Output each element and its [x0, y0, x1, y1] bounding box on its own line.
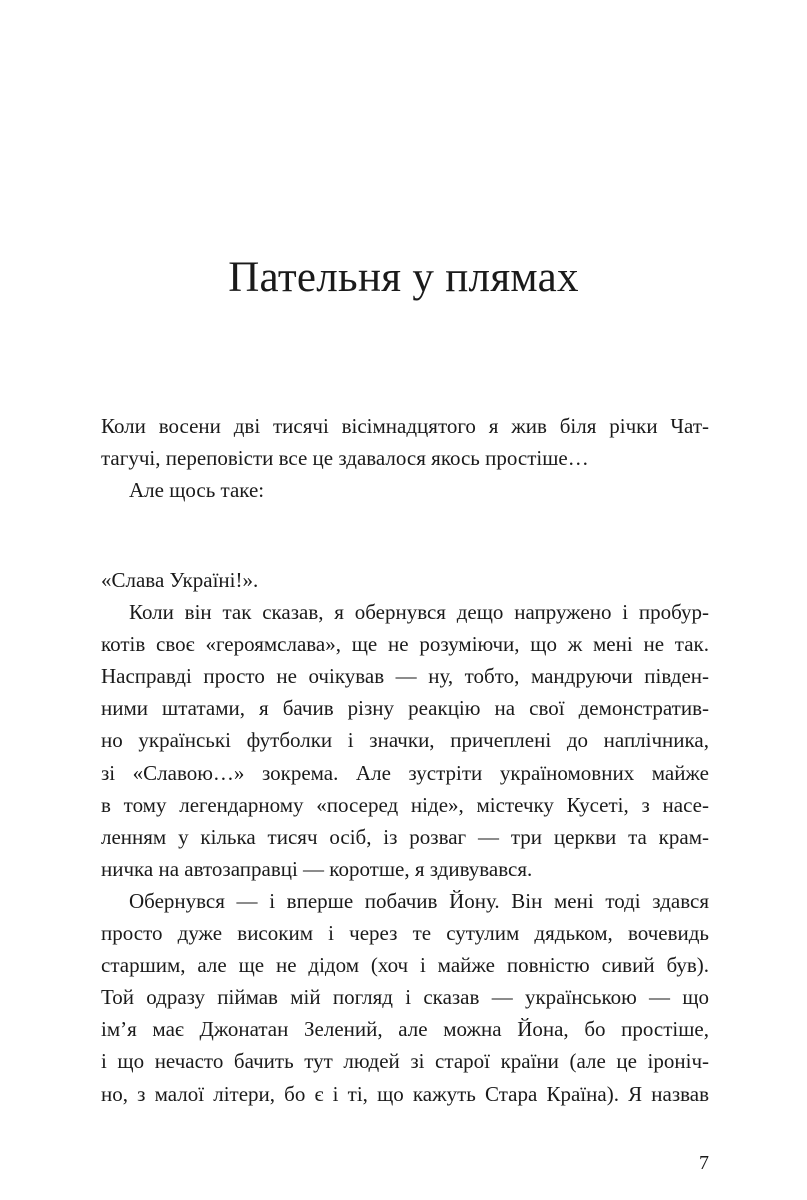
intro-paragraph — [101, 410, 709, 506]
text-line: зі «Славою…» зокрема. Але зустріти україномовних майже — [101, 760, 709, 785]
text-line: ничка на автозаправці — коротше, я здивувався. — [101, 856, 533, 881]
text-line: і що нечасто бачить тут людей зі старої країни (але це іроніч- — [101, 1049, 709, 1074]
text-line: но українські футболки і значки, причеплені до наплічника, — [101, 728, 709, 753]
text-line: Коли восени дві тисячі вісімнадцятого я жив біля річки Чат- — [101, 414, 709, 438]
text-line: Насправді просто не очікував — ну, тобто, мандруючи півден- — [101, 664, 709, 689]
text-line: Обернувся — і вперше побачив Йону. Він мені тоді здався — [129, 888, 709, 913]
text-line: но, з малої літери, бо є і ті, що кажуть Стара Країна). Я назвав — [101, 1081, 709, 1106]
text-line: Коли він так сказав, я обернувся дещо напружено і пробур- — [129, 600, 709, 625]
text-line: старшим, але ще не дідом (хоч і майже повністю сивий був). — [101, 953, 709, 978]
text-line: Той одразу піймав мій погляд і сказав — українською — що — [101, 985, 709, 1010]
page-title: Пательня у плямах — [228, 254, 579, 301]
text-line: просто дуже високим і через те сутулим дядьком, вочевидь — [101, 921, 709, 946]
text-line: ім’я має Джонатан Зелений, але можна Йона, бо простіше, — [101, 1017, 709, 1042]
text-line: ними штатами, я бачив різну реакцію на свої демонстратив- — [101, 696, 709, 721]
text-line: Але щось таке: — [129, 478, 265, 503]
text-line: котів своє «героямслава», ще не розуміючи, що ж мені не так. — [101, 632, 709, 657]
text-line: ленням у кілька тисяч осіб, із розваг — три церкви та крам- — [101, 824, 709, 849]
text-line: тагучі, переповісти все це здавалося якось простіше… — [101, 446, 589, 471]
body-text — [101, 564, 709, 1110]
text-line: «Слава Україні!». — [101, 568, 259, 592]
page-number: 7 — [699, 1152, 709, 1174]
text-line: в тому легендарному «посеред ніде», містечку Кусеті, з насе- — [101, 792, 709, 817]
